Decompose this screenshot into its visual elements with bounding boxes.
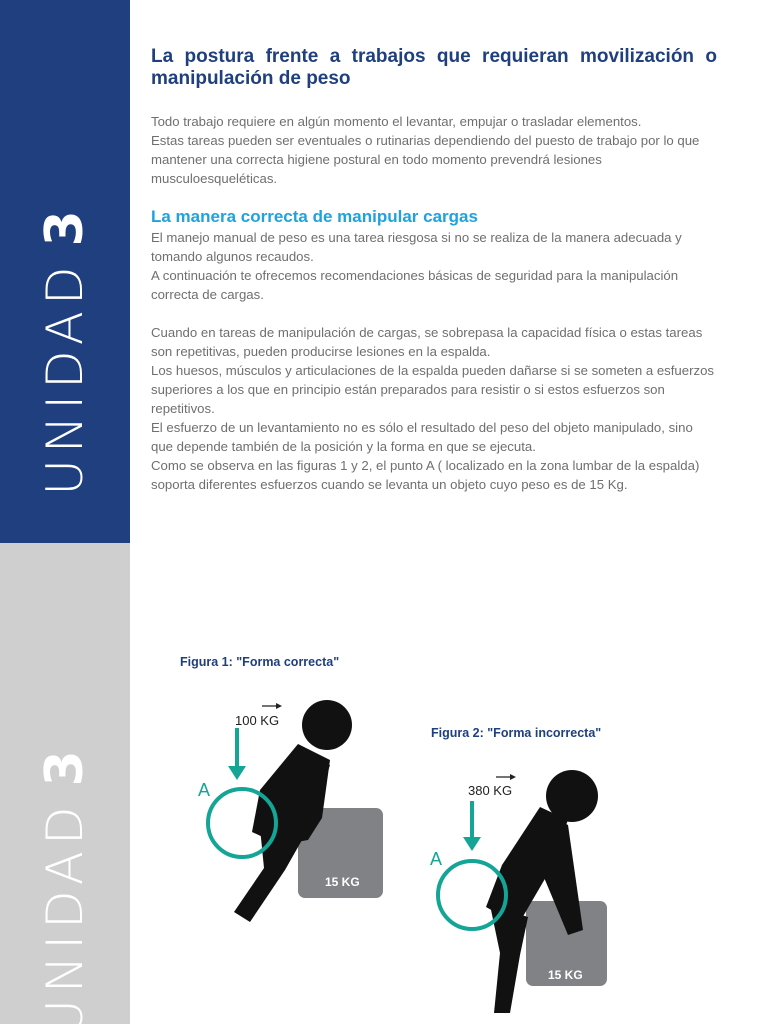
paragraph-line: A continuación te ofrecemos recomendaciones básicas de seguridad para la manipulación correcta de cargas.	[151, 268, 679, 302]
unit-word: UNIDAD	[36, 260, 94, 496]
unit-number: 3	[35, 204, 95, 247]
figure-1-title: Figura 1: "Forma correcta"	[180, 655, 340, 669]
intro-line: Todo trabajo requiere en algún momento el levantar, empujar o trasladar elementos.	[151, 114, 642, 129]
paragraph-line: Cuando en tareas de manipulación de cargas, se sobrepasa la capacidad física o estas tareas son repetitivas, pueden producirse lesiones en la espalda.	[151, 325, 703, 359]
force-label: 100 KG	[235, 713, 280, 728]
unit-word: UNIDAD	[36, 800, 94, 1036]
point-a-label: A	[198, 780, 211, 800]
force-label: 380 KG	[468, 783, 513, 798]
paragraph-line: El esfuerzo de un levantamiento no es sólo el resultado del peso del objeto manipulado, sino que depende también de la posición y la forma en que se ejecuta.	[151, 420, 693, 454]
figure-2-title: Figura 2: "Forma incorrecta"	[431, 726, 602, 740]
paragraph-line: Como se observa en las figuras 1 y 2, el punto A ( localizado en la zona lumbar de la espalda) soporta diferentes esfuerzos cuando se levanta un objeto cuyo peso es de 15 Kg.	[151, 458, 700, 492]
weight-label: 15 KG	[548, 968, 583, 982]
unit-label-bottom	[35, 744, 95, 1035]
paragraph-b	[151, 323, 717, 494]
paragraph-line: Los huesos, músculos y articulaciones de la espalda pueden dañarse si se someten a esfuerzos superiores a los que en principio están preparados para resistir o si estos esfuerzos son repetitivos.	[151, 363, 714, 416]
figure-head	[302, 700, 352, 750]
weight-label: 15 KG	[325, 875, 360, 889]
paragraph-a	[151, 228, 717, 304]
section-subtitle: La manera correcta de manipular cargas	[151, 207, 478, 226]
intro-line: Estas tareas pueden ser eventuales o rutinarias dependiendo del puesto de trabajo por lo que mantener una correcta higiene postural en todo momento prevendrá lesiones musculoesqueléticas.	[151, 133, 700, 186]
unit-number: 3	[35, 744, 95, 787]
paragraph-line: El manejo manual de peso es una tarea riesgosa si no se realiza de la manera adecuada y tomando algunos recaudos.	[151, 230, 682, 264]
figure-1-illustration	[190, 690, 390, 930]
figure-2-illustration	[428, 765, 628, 1020]
point-a-label: A	[430, 849, 443, 869]
unit-label-top	[35, 204, 95, 495]
intro-paragraph	[151, 112, 717, 188]
section-title: La postura frente a trabajos que requieran movilización o manipulación de peso	[151, 46, 717, 89]
main-content	[151, 46, 717, 494]
